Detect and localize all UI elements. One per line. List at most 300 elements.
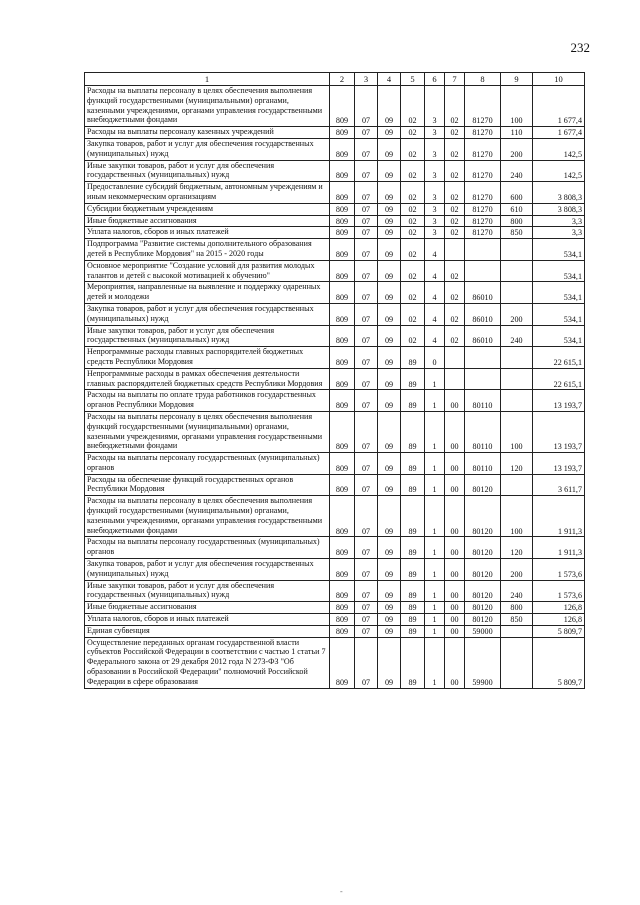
- subsection-code-cell: 09: [378, 203, 401, 215]
- expense-type-cell: 200: [501, 559, 533, 581]
- expense-type-cell: 100: [501, 496, 533, 537]
- program-code-cell: 02: [401, 239, 425, 261]
- amount-cell: 1 911,3: [533, 537, 585, 559]
- expense-type-cell: [501, 347, 533, 369]
- subprogram-code-cell: 1: [425, 637, 445, 688]
- amount-cell: 534,1: [533, 282, 585, 304]
- ministry-code-cell: 809: [330, 203, 355, 215]
- subprogram-code-cell: 1: [425, 625, 445, 637]
- table-row: [85, 138, 585, 160]
- amount-cell: 534,1: [533, 260, 585, 282]
- amount-cell: 13 193,7: [533, 411, 585, 452]
- subprogram-code-cell: 1: [425, 390, 445, 412]
- direction-code-cell: [465, 368, 501, 390]
- activity-code-cell: 02: [445, 86, 465, 127]
- subprogram-code-cell: 4: [425, 282, 445, 304]
- column-header: 7: [445, 73, 465, 86]
- program-code-cell: 89: [401, 602, 425, 614]
- expense-type-cell: 100: [501, 411, 533, 452]
- activity-code-cell: 02: [445, 127, 465, 139]
- subprogram-code-cell: 0: [425, 347, 445, 369]
- subprogram-code-cell: 3: [425, 138, 445, 160]
- table-row: [85, 203, 585, 215]
- subsection-code-cell: 09: [378, 602, 401, 614]
- expense-type-cell: 240: [501, 325, 533, 347]
- subsection-code-cell: 09: [378, 625, 401, 637]
- activity-code-cell: 00: [445, 411, 465, 452]
- program-code-cell: 02: [401, 303, 425, 325]
- program-code-cell: 02: [401, 182, 425, 204]
- table-row: [85, 127, 585, 139]
- row-name-cell: Подпрограмма "Развитие системы дополнительного образования детей в Республике Мордовия" на 2015 - 2020 годы: [85, 239, 330, 261]
- row-name-cell: Расходы на выплаты персоналу государственных (муниципальных) органов: [85, 537, 330, 559]
- direction-code-cell: 80110: [465, 453, 501, 475]
- program-code-cell: 89: [401, 368, 425, 390]
- subsection-code-cell: 09: [378, 496, 401, 537]
- table-row: [85, 303, 585, 325]
- expense-type-cell: 100: [501, 86, 533, 127]
- amount-cell: 534,1: [533, 325, 585, 347]
- ministry-code-cell: 809: [330, 282, 355, 304]
- column-header: 6: [425, 73, 445, 86]
- direction-code-cell: 80120: [465, 559, 501, 581]
- row-name-cell: Иные бюджетные ассигнования: [85, 602, 330, 614]
- subprogram-code-cell: 4: [425, 303, 445, 325]
- row-name-cell: Расходы на выплаты персоналу государственных (муниципальных) органов: [85, 453, 330, 475]
- subsection-code-cell: 09: [378, 215, 401, 227]
- row-name-cell: Закупка товаров, работ и услуг для обеспечения государственных (муниципальных) нужд: [85, 559, 330, 581]
- program-code-cell: 89: [401, 614, 425, 626]
- table-row: [85, 411, 585, 452]
- ministry-code-cell: 809: [330, 614, 355, 626]
- ministry-code-cell: 809: [330, 260, 355, 282]
- subprogram-code-cell: 1: [425, 411, 445, 452]
- direction-code-cell: [465, 239, 501, 261]
- subsection-code-cell: 09: [378, 303, 401, 325]
- subprogram-code-cell: 1: [425, 537, 445, 559]
- amount-cell: 142,5: [533, 160, 585, 182]
- expense-type-cell: 850: [501, 227, 533, 239]
- program-code-cell: 89: [401, 453, 425, 475]
- section-code-cell: 07: [355, 368, 378, 390]
- subprogram-code-cell: 4: [425, 260, 445, 282]
- subprogram-code-cell: 3: [425, 227, 445, 239]
- direction-code-cell: [465, 260, 501, 282]
- table-row: [85, 453, 585, 475]
- activity-code-cell: 02: [445, 227, 465, 239]
- subprogram-code-cell: 1: [425, 559, 445, 581]
- program-code-cell: 89: [401, 496, 425, 537]
- subsection-code-cell: 09: [378, 86, 401, 127]
- amount-cell: 1 573,6: [533, 559, 585, 581]
- row-name-cell: Предоставление субсидий бюджетным, автономным учреждениям и иным некоммерческим организациям: [85, 182, 330, 204]
- subsection-code-cell: 09: [378, 182, 401, 204]
- ministry-code-cell: 809: [330, 215, 355, 227]
- row-name-cell: Иные закупки товаров, работ и услуг для обеспечения государственных (муниципальных) нужд: [85, 160, 330, 182]
- section-code-cell: 07: [355, 325, 378, 347]
- activity-code-cell: 00: [445, 496, 465, 537]
- subsection-code-cell: 09: [378, 453, 401, 475]
- expense-type-cell: [501, 260, 533, 282]
- activity-code-cell: 00: [445, 390, 465, 412]
- program-code-cell: 02: [401, 227, 425, 239]
- amount-cell: 142,5: [533, 138, 585, 160]
- subprogram-code-cell: 3: [425, 203, 445, 215]
- table-row: [85, 637, 585, 688]
- ministry-code-cell: 809: [330, 390, 355, 412]
- direction-code-cell: 86010: [465, 303, 501, 325]
- table-row: [85, 559, 585, 581]
- direction-code-cell: 86010: [465, 282, 501, 304]
- ministry-code-cell: 809: [330, 325, 355, 347]
- subprogram-code-cell: 4: [425, 325, 445, 347]
- table-body: [85, 86, 585, 689]
- program-code-cell: 89: [401, 637, 425, 688]
- subsection-code-cell: 09: [378, 474, 401, 496]
- table-row: [85, 282, 585, 304]
- table-row: [85, 474, 585, 496]
- subsection-code-cell: 09: [378, 347, 401, 369]
- amount-cell: 3 808,3: [533, 203, 585, 215]
- footer-mark: -: [340, 887, 343, 896]
- direction-code-cell: 80120: [465, 602, 501, 614]
- expense-type-cell: [501, 390, 533, 412]
- section-code-cell: 07: [355, 347, 378, 369]
- program-code-cell: 02: [401, 260, 425, 282]
- amount-cell: 1 911,3: [533, 496, 585, 537]
- ministry-code-cell: 809: [330, 160, 355, 182]
- ministry-code-cell: 809: [330, 453, 355, 475]
- column-header: 5: [401, 73, 425, 86]
- program-code-cell: 02: [401, 282, 425, 304]
- expense-type-cell: 200: [501, 303, 533, 325]
- table-row: [85, 227, 585, 239]
- row-name-cell: Субсидии бюджетным учреждениям: [85, 203, 330, 215]
- amount-cell: 3,3: [533, 227, 585, 239]
- expense-type-cell: 110: [501, 127, 533, 139]
- table-header-row: [85, 73, 585, 86]
- program-code-cell: 89: [401, 625, 425, 637]
- ministry-code-cell: 809: [330, 86, 355, 127]
- table-row: [85, 368, 585, 390]
- amount-cell: 5 809,7: [533, 625, 585, 637]
- subsection-code-cell: 09: [378, 368, 401, 390]
- subsection-code-cell: 09: [378, 138, 401, 160]
- table-row: [85, 182, 585, 204]
- section-code-cell: 07: [355, 282, 378, 304]
- row-name-cell: Единая субвенция: [85, 625, 330, 637]
- activity-code-cell: 02: [445, 215, 465, 227]
- direction-code-cell: 81270: [465, 182, 501, 204]
- ministry-code-cell: 809: [330, 559, 355, 581]
- table-row: [85, 160, 585, 182]
- section-code-cell: 07: [355, 537, 378, 559]
- ministry-code-cell: 809: [330, 227, 355, 239]
- activity-code-cell: 02: [445, 260, 465, 282]
- row-name-cell: Расходы на выплаты персоналу в целях обеспечения выполнения функций государственными (муниципальными) органами, казенными учреждениями, органами управления государственными внебюджетными фондами: [85, 411, 330, 452]
- activity-code-cell: 00: [445, 637, 465, 688]
- subsection-code-cell: 09: [378, 282, 401, 304]
- expense-type-cell: 240: [501, 160, 533, 182]
- table-row: [85, 496, 585, 537]
- section-code-cell: 07: [355, 86, 378, 127]
- table-row: [85, 86, 585, 127]
- program-code-cell: 02: [401, 160, 425, 182]
- expense-type-cell: 200: [501, 138, 533, 160]
- amount-cell: 126,8: [533, 602, 585, 614]
- section-code-cell: 07: [355, 182, 378, 204]
- subprogram-code-cell: 4: [425, 239, 445, 261]
- direction-code-cell: 80120: [465, 496, 501, 537]
- program-code-cell: 02: [401, 203, 425, 215]
- subsection-code-cell: 09: [378, 239, 401, 261]
- subprogram-code-cell: 3: [425, 86, 445, 127]
- activity-code-cell: 00: [445, 537, 465, 559]
- activity-code-cell: 02: [445, 160, 465, 182]
- program-code-cell: 89: [401, 474, 425, 496]
- activity-code-cell: 00: [445, 580, 465, 602]
- amount-cell: 3 808,3: [533, 182, 585, 204]
- subprogram-code-cell: 1: [425, 496, 445, 537]
- section-code-cell: 07: [355, 614, 378, 626]
- column-header: 9: [501, 73, 533, 86]
- amount-cell: 1 677,4: [533, 127, 585, 139]
- section-code-cell: 07: [355, 453, 378, 475]
- table-row: [85, 537, 585, 559]
- program-code-cell: 89: [401, 559, 425, 581]
- row-name-cell: Мероприятия, направленные на выявление и поддержку одаренных детей и молодежи: [85, 282, 330, 304]
- section-code-cell: 07: [355, 138, 378, 160]
- row-name-cell: Иные бюджетные ассигнования: [85, 215, 330, 227]
- expense-type-cell: 600: [501, 182, 533, 204]
- subprogram-code-cell: 1: [425, 602, 445, 614]
- subsection-code-cell: 09: [378, 614, 401, 626]
- amount-cell: 3 611,7: [533, 474, 585, 496]
- subsection-code-cell: 09: [378, 411, 401, 452]
- table-row: [85, 260, 585, 282]
- section-code-cell: 07: [355, 496, 378, 537]
- table-row: [85, 602, 585, 614]
- direction-code-cell: 80110: [465, 411, 501, 452]
- subsection-code-cell: 09: [378, 227, 401, 239]
- activity-code-cell: [445, 239, 465, 261]
- row-name-cell: Иные закупки товаров, работ и услуг для обеспечения государственных (муниципальных) нужд: [85, 580, 330, 602]
- section-code-cell: 07: [355, 303, 378, 325]
- direction-code-cell: 80110: [465, 390, 501, 412]
- subsection-code-cell: 09: [378, 637, 401, 688]
- table-row: [85, 347, 585, 369]
- direction-code-cell: [465, 347, 501, 369]
- row-name-cell: Закупка товаров, работ и услуг для обеспечения государственных (муниципальных) нужд: [85, 138, 330, 160]
- expense-type-cell: 120: [501, 537, 533, 559]
- subsection-code-cell: 09: [378, 160, 401, 182]
- subsection-code-cell: 09: [378, 127, 401, 139]
- subprogram-code-cell: 3: [425, 160, 445, 182]
- subprogram-code-cell: 1: [425, 614, 445, 626]
- program-code-cell: 89: [401, 390, 425, 412]
- row-name-cell: Иные закупки товаров, работ и услуг для обеспечения государственных (муниципальных) нужд: [85, 325, 330, 347]
- expense-type-cell: [501, 474, 533, 496]
- activity-code-cell: 02: [445, 203, 465, 215]
- row-name-cell: Основное мероприятие "Создание условий для развития молодых талантов и детей с высокой мотивацией к обучению": [85, 260, 330, 282]
- activity-code-cell: 02: [445, 325, 465, 347]
- ministry-code-cell: 809: [330, 127, 355, 139]
- direction-code-cell: 80120: [465, 580, 501, 602]
- activity-code-cell: 00: [445, 453, 465, 475]
- row-name-cell: Расходы на выплаты персоналу казенных учреждений: [85, 127, 330, 139]
- direction-code-cell: 80120: [465, 474, 501, 496]
- activity-code-cell: [445, 347, 465, 369]
- subprogram-code-cell: 1: [425, 453, 445, 475]
- ministry-code-cell: 809: [330, 625, 355, 637]
- activity-code-cell: 02: [445, 303, 465, 325]
- column-header: 1: [85, 73, 330, 86]
- activity-code-cell: 00: [445, 474, 465, 496]
- amount-cell: 13 193,7: [533, 390, 585, 412]
- subprogram-code-cell: 1: [425, 368, 445, 390]
- expense-type-cell: 850: [501, 614, 533, 626]
- amount-cell: 5 809,7: [533, 637, 585, 688]
- row-name-cell: Уплата налогов, сборов и иных платежей: [85, 227, 330, 239]
- activity-code-cell: 00: [445, 614, 465, 626]
- section-code-cell: 07: [355, 160, 378, 182]
- expense-type-cell: 120: [501, 453, 533, 475]
- table-row: [85, 614, 585, 626]
- ministry-code-cell: 809: [330, 580, 355, 602]
- expense-type-cell: [501, 239, 533, 261]
- expense-type-cell: 800: [501, 602, 533, 614]
- row-name-cell: Закупка товаров, работ и услуг для обеспечения государственных (муниципальных) нужд: [85, 303, 330, 325]
- section-code-cell: 07: [355, 260, 378, 282]
- direction-code-cell: 80120: [465, 537, 501, 559]
- table-row: [85, 580, 585, 602]
- expense-type-cell: [501, 637, 533, 688]
- program-code-cell: 89: [401, 537, 425, 559]
- program-code-cell: 02: [401, 325, 425, 347]
- section-code-cell: 07: [355, 559, 378, 581]
- amount-cell: 126,8: [533, 614, 585, 626]
- direction-code-cell: 81270: [465, 203, 501, 215]
- column-header: 4: [378, 73, 401, 86]
- section-code-cell: 07: [355, 474, 378, 496]
- program-code-cell: 89: [401, 347, 425, 369]
- section-code-cell: 07: [355, 580, 378, 602]
- amount-cell: 1 573,6: [533, 580, 585, 602]
- amount-cell: 534,1: [533, 239, 585, 261]
- section-code-cell: 07: [355, 637, 378, 688]
- expense-type-cell: 240: [501, 580, 533, 602]
- table-row: [85, 239, 585, 261]
- expense-type-cell: 800: [501, 215, 533, 227]
- subprogram-code-cell: 3: [425, 215, 445, 227]
- ministry-code-cell: 809: [330, 602, 355, 614]
- amount-cell: 1 677,4: [533, 86, 585, 127]
- row-name-cell: Расходы на выплаты персоналу в целях обеспечения выполнения функций государственными (муниципальными) органами, казенными учреждениями, органами управления государственными внебюджетными фондами: [85, 496, 330, 537]
- activity-code-cell: 00: [445, 559, 465, 581]
- amount-cell: 22 615,1: [533, 347, 585, 369]
- activity-code-cell: 02: [445, 138, 465, 160]
- page-number: 232: [570, 40, 590, 55]
- direction-code-cell: 81270: [465, 215, 501, 227]
- section-code-cell: 07: [355, 602, 378, 614]
- section-code-cell: 07: [355, 390, 378, 412]
- ministry-code-cell: 809: [330, 303, 355, 325]
- subsection-code-cell: 09: [378, 559, 401, 581]
- subsection-code-cell: 09: [378, 325, 401, 347]
- table-row: [85, 215, 585, 227]
- table-row: [85, 625, 585, 637]
- column-header: 8: [465, 73, 501, 86]
- ministry-code-cell: 809: [330, 138, 355, 160]
- section-code-cell: 07: [355, 215, 378, 227]
- row-name-cell: Расходы на обеспечение функций государственных органов Республики Мордовия: [85, 474, 330, 496]
- activity-code-cell: 00: [445, 625, 465, 637]
- row-name-cell: Осуществление переданных органам государственной власти субъектов Российской Федерации в соответствии с частью 1 статьи 7 Федерального закона от 29 декабря 2012 года N 273-ФЗ "Об образовании в Российской Федерации" полномочий Российской Федерации в сфере образования: [85, 637, 330, 688]
- expense-type-cell: 610: [501, 203, 533, 215]
- ministry-code-cell: 809: [330, 182, 355, 204]
- direction-code-cell: 81270: [465, 86, 501, 127]
- section-code-cell: 07: [355, 227, 378, 239]
- ministry-code-cell: 809: [330, 637, 355, 688]
- activity-code-cell: [445, 368, 465, 390]
- expense-type-cell: [501, 625, 533, 637]
- column-header: 2: [330, 73, 355, 86]
- section-code-cell: 07: [355, 411, 378, 452]
- subprogram-code-cell: 3: [425, 127, 445, 139]
- subprogram-code-cell: 3: [425, 182, 445, 204]
- table-row: [85, 390, 585, 412]
- ministry-code-cell: 809: [330, 411, 355, 452]
- direction-code-cell: 81270: [465, 127, 501, 139]
- subsection-code-cell: 09: [378, 580, 401, 602]
- direction-code-cell: 81270: [465, 227, 501, 239]
- subprogram-code-cell: 1: [425, 580, 445, 602]
- subsection-code-cell: 09: [378, 537, 401, 559]
- direction-code-cell: 80120: [465, 614, 501, 626]
- expense-type-cell: [501, 282, 533, 304]
- subprogram-code-cell: 1: [425, 474, 445, 496]
- section-code-cell: 07: [355, 127, 378, 139]
- subsection-code-cell: 09: [378, 390, 401, 412]
- column-header: 3: [355, 73, 378, 86]
- program-code-cell: 89: [401, 411, 425, 452]
- section-code-cell: 07: [355, 239, 378, 261]
- program-code-cell: 02: [401, 127, 425, 139]
- row-name-cell: Непрограммные расходы главных распорядителей бюджетных средств Республики Мордовия: [85, 347, 330, 369]
- budget-table: [84, 72, 585, 689]
- row-name-cell: Расходы на выплаты по оплате труда работников государственных органов Республики Мордовия: [85, 390, 330, 412]
- subsection-code-cell: 09: [378, 260, 401, 282]
- ministry-code-cell: 809: [330, 474, 355, 496]
- expense-type-cell: [501, 368, 533, 390]
- activity-code-cell: 00: [445, 602, 465, 614]
- row-name-cell: Уплата налогов, сборов и иных платежей: [85, 614, 330, 626]
- section-code-cell: 07: [355, 203, 378, 215]
- program-code-cell: 02: [401, 215, 425, 227]
- direction-code-cell: 86010: [465, 325, 501, 347]
- activity-code-cell: 02: [445, 282, 465, 304]
- section-code-cell: 07: [355, 625, 378, 637]
- row-name-cell: Непрограммные расходы в рамках обеспечения деятельности главных распорядителей бюджетных средств Республики Мордовия: [85, 368, 330, 390]
- program-code-cell: 89: [401, 580, 425, 602]
- direction-code-cell: 81270: [465, 138, 501, 160]
- ministry-code-cell: 809: [330, 368, 355, 390]
- row-name-cell: Расходы на выплаты персоналу в целях обеспечения выполнения функций государственными (муниципальными) органами, казенными учреждениями, органами управления государственными внебюджетными фондами: [85, 86, 330, 127]
- amount-cell: 22 615,1: [533, 368, 585, 390]
- ministry-code-cell: 809: [330, 496, 355, 537]
- ministry-code-cell: 809: [330, 537, 355, 559]
- ministry-code-cell: 809: [330, 239, 355, 261]
